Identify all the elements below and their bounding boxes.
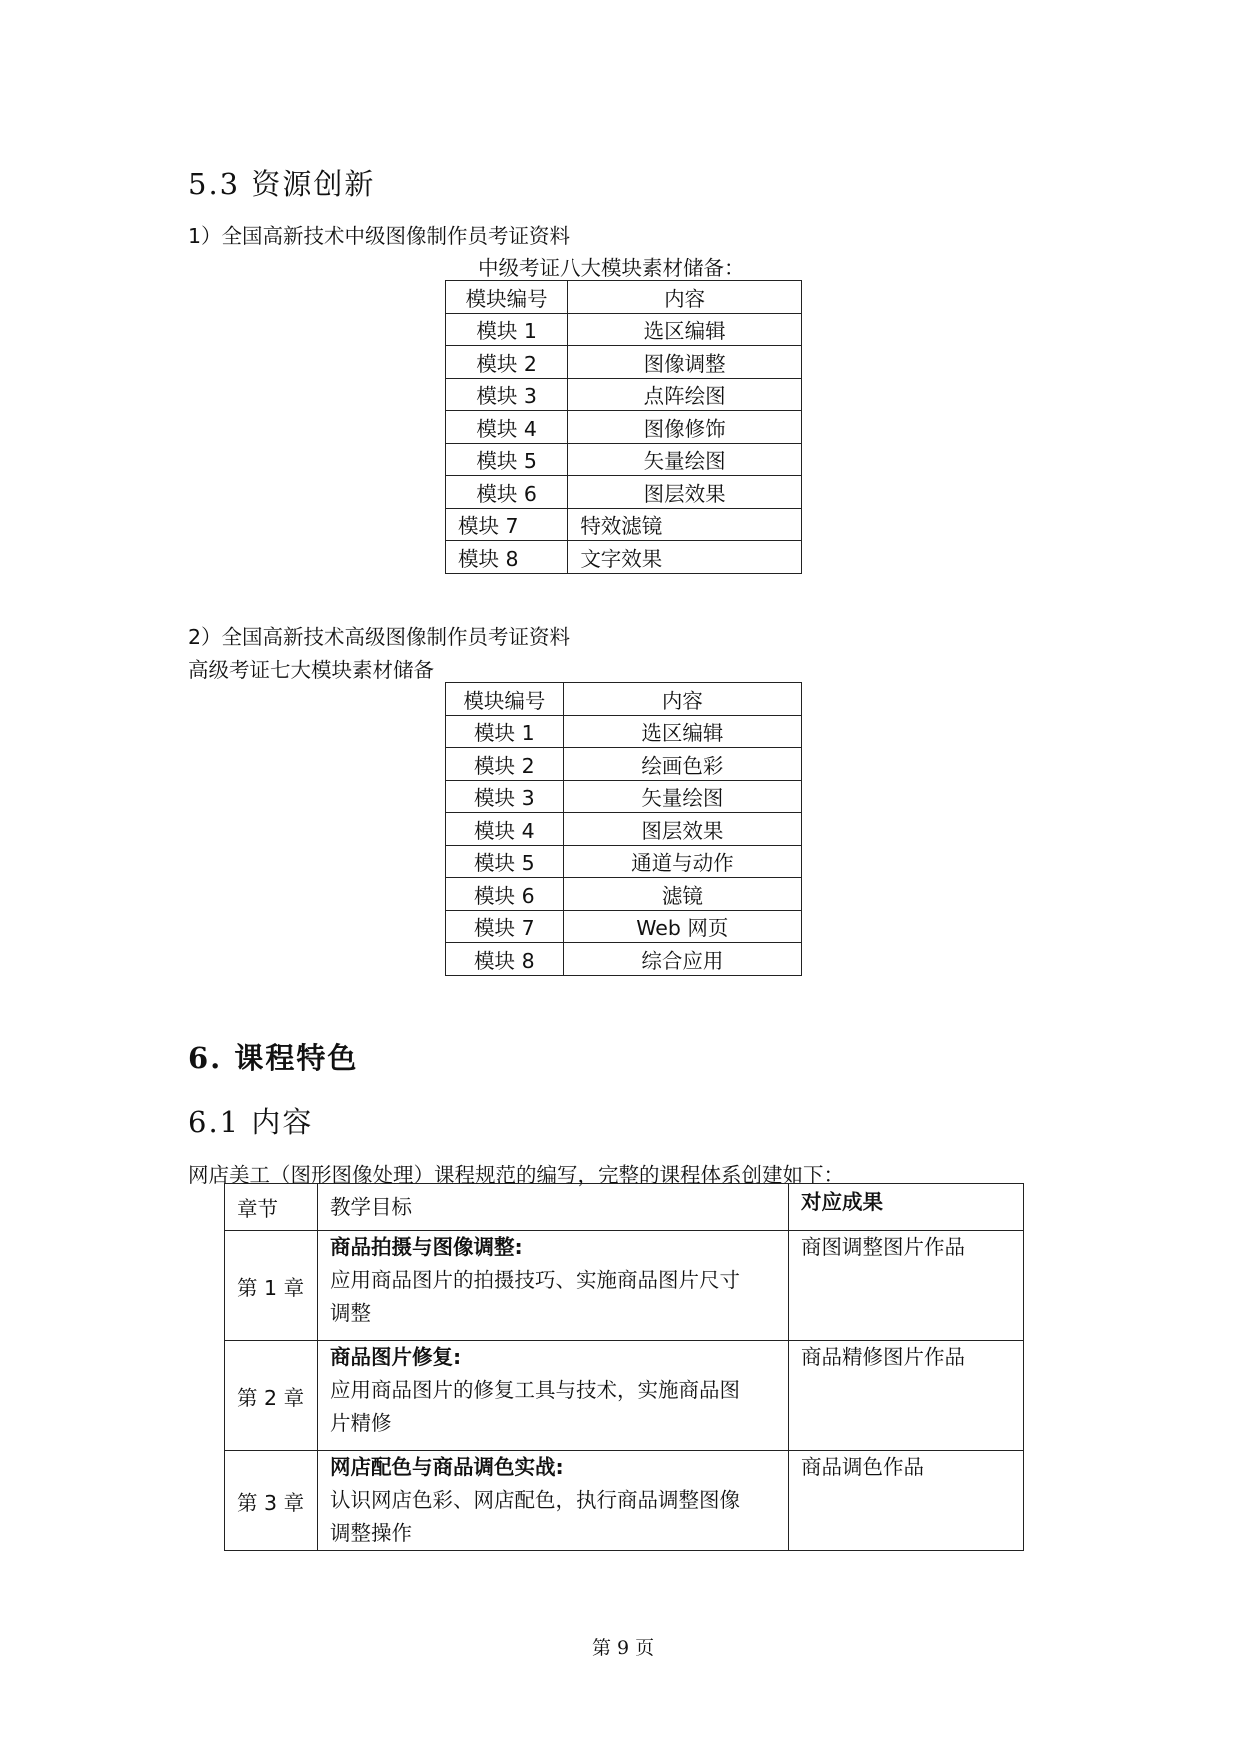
section-6-heading: 6. 课程特色 <box>188 1041 359 1075</box>
goal-title: 网店配色与商品调色实战: <box>330 1455 564 1479</box>
course-system-table <box>224 1183 1024 1551</box>
module-content-cell: 点阵绘图 <box>568 378 802 411</box>
chapter-cell: 第 1 章 <box>225 1231 318 1341</box>
goal-title: 商品拍摄与图像调整: <box>330 1235 523 1259</box>
module-content-cell: 选区编辑 <box>568 313 802 346</box>
module-content-cell: 矢量绘图 <box>568 443 802 476</box>
module-table-advanced <box>445 682 802 976</box>
table-row <box>446 541 802 574</box>
table-header-row <box>225 1184 1024 1231</box>
header-cell-goal: 教学目标 <box>318 1184 789 1231</box>
table-row <box>446 508 802 541</box>
item-2-text: 2）全国高新技术高级图像制作员考证资料 <box>188 625 571 649</box>
table-row <box>225 1451 1024 1551</box>
section-6-1-heading: 6.1 内容 <box>188 1105 314 1139</box>
table-row <box>446 346 802 379</box>
module-id-cell: 模块 5 <box>446 845 564 878</box>
table-row <box>446 715 802 748</box>
goal-cell <box>318 1231 789 1341</box>
item-1-text: 1）全国高新技术中级图像制作员考证资料 <box>188 224 571 248</box>
table-row <box>446 845 802 878</box>
header-cell-result: 对应成果 <box>789 1184 1024 1231</box>
module-content-cell: 特效滤镜 <box>568 508 802 541</box>
header-cell: 模块编号 <box>446 281 568 314</box>
table-1-caption: 中级考证八大模块素材储备： <box>478 256 745 280</box>
module-content-cell: 图像调整 <box>568 346 802 379</box>
table-header-row <box>446 683 802 716</box>
module-id-cell: 模块 4 <box>446 813 564 846</box>
chapter-cell: 第 2 章 <box>225 1341 318 1451</box>
module-id-cell: 模块 2 <box>446 346 568 379</box>
chapter-cell: 第 3 章 <box>225 1451 318 1551</box>
table-row <box>446 878 802 911</box>
module-content-cell: 绘画色彩 <box>563 748 801 781</box>
module-id-cell: 模块 3 <box>446 378 568 411</box>
table-row <box>225 1231 1024 1341</box>
result-cell: 商图调整图片作品 <box>789 1231 1024 1341</box>
module-table-intermediate <box>445 280 802 574</box>
module-id-cell: 模块 5 <box>446 443 568 476</box>
module-id-cell: 模块 4 <box>446 411 568 444</box>
goal-line: 片精修 <box>330 1411 392 1435</box>
table-row <box>446 748 802 781</box>
table-row <box>446 813 802 846</box>
table-2-caption: 高级考证七大模块素材储备 <box>188 658 434 682</box>
module-content-cell: 文字效果 <box>568 541 802 574</box>
goal-line: 应用商品图片的修复工具与技术，实施商品图 <box>330 1378 740 1402</box>
module-id-cell: 模块 1 <box>446 313 568 346</box>
module-id-cell: 模块 6 <box>446 878 564 911</box>
goal-title: 商品图片修复: <box>330 1345 462 1369</box>
goal-line: 调整 <box>330 1301 371 1325</box>
module-content-cell: 图层效果 <box>563 813 801 846</box>
module-id-cell: 模块 7 <box>446 910 564 943</box>
result-cell: 商品调色作品 <box>789 1451 1024 1551</box>
module-content-cell: 选区编辑 <box>563 715 801 748</box>
result-cell: 商品精修图片作品 <box>789 1341 1024 1451</box>
header-cell: 模块编号 <box>446 683 564 716</box>
module-id-cell: 模块 3 <box>446 780 564 813</box>
module-id-cell: 模块 7 <box>446 508 568 541</box>
module-content-cell: 矢量绘图 <box>563 780 801 813</box>
header-cell-chapter: 章节 <box>225 1184 318 1231</box>
goal-line: 调整操作 <box>330 1521 412 1545</box>
module-id-cell: 模块 2 <box>446 748 564 781</box>
module-content-cell: Web 网页 <box>563 910 801 943</box>
table-row <box>446 378 802 411</box>
module-id-cell: 模块 8 <box>446 943 564 976</box>
table-row <box>446 910 802 943</box>
module-content-cell: 综合应用 <box>563 943 801 976</box>
header-cell: 内容 <box>568 281 802 314</box>
module-content-cell: 图层效果 <box>568 476 802 509</box>
table-row <box>446 313 802 346</box>
goal-line: 认识网店色彩、网店配色，执行商品调整图像 <box>330 1488 740 1512</box>
table-header-row <box>446 281 802 314</box>
section-5-3-heading: 5.3 资源创新 <box>188 167 376 201</box>
table-row <box>446 411 802 444</box>
table-row <box>446 443 802 476</box>
page-number: 第 9 页 <box>592 1637 655 1659</box>
module-id-cell: 模块 1 <box>446 715 564 748</box>
table-row <box>446 780 802 813</box>
table-row <box>225 1341 1024 1451</box>
goal-line: 应用商品图片的拍摄技巧、实施商品图片尺寸 <box>330 1268 740 1292</box>
module-id-cell: 模块 8 <box>446 541 568 574</box>
header-cell: 内容 <box>563 683 801 716</box>
table-row <box>446 943 802 976</box>
table-row <box>446 476 802 509</box>
module-content-cell: 滤镜 <box>563 878 801 911</box>
section-6-1-intro: 网店美工（图形图像处理）课程规范的编写，完整的课程体系创建如下： <box>188 1163 844 1187</box>
goal-cell <box>318 1451 789 1551</box>
module-content-cell: 通道与动作 <box>563 845 801 878</box>
module-id-cell: 模块 6 <box>446 476 568 509</box>
module-content-cell: 图像修饰 <box>568 411 802 444</box>
goal-cell <box>318 1341 789 1451</box>
